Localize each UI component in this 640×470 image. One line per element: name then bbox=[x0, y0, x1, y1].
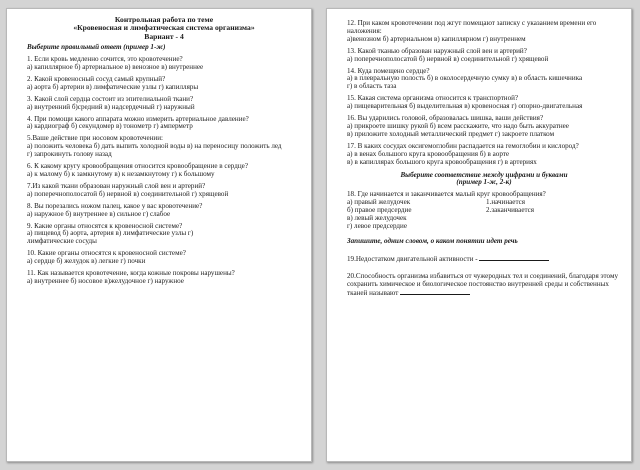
question-item bbox=[27, 96, 301, 112]
answer-options: а) кардиограф б) секундомер в) тонометр г) амперметр bbox=[27, 122, 193, 131]
answer-options: а) пищевод б) аорта, артерия в) лимфатические узлы г) bbox=[27, 229, 194, 238]
question-text: 16. Вы ударились головой, образовалась шишка, ваши действия? bbox=[347, 114, 544, 123]
question-text: 2. Какой кровеносный сосуд самый крупный? bbox=[27, 74, 166, 83]
answer-blank[interactable] bbox=[400, 288, 470, 295]
answer-options: а) сердце б) желудок в) легкие г) почки bbox=[27, 257, 146, 266]
question-list bbox=[347, 20, 621, 167]
match-left-item: г) левое предсердие bbox=[347, 221, 407, 230]
match-instruction bbox=[347, 172, 621, 188]
answer-options: а) прикроете шишку рукой б) всем расскажите, что надо быть аккуратнее bbox=[347, 121, 569, 130]
question-text: 20.Способность организма избавиться от чужеродных тел и соединений, благодаря этому сохранить химическое и биологическое постоянство внутренней среды и собственных тканей называют bbox=[347, 271, 619, 298]
match-left-item: б) правое предсердие bbox=[347, 206, 412, 215]
answer-options: лимфатические сосуды bbox=[27, 237, 97, 246]
question-item bbox=[27, 250, 301, 266]
question-text: 17. В каких сосудах оксигемоглобин распадается на гемоглобин и кислород? bbox=[347, 141, 579, 150]
page-right-content bbox=[347, 16, 621, 298]
answer-options: а) внутреннее б) носовое в)желудочное г) наружное bbox=[27, 276, 184, 285]
answer-options: а) поперечнополосатой б) нервной в) соединительной г) хрящевой bbox=[27, 189, 229, 198]
answer-options: а) в венах большого круга кровообращения б) в аорте bbox=[347, 149, 510, 158]
question-item bbox=[347, 143, 621, 167]
answer-options: а) в плевральную полость б) в околосердечную сумку в) в область кишечника bbox=[347, 74, 583, 83]
answer-options: а)венозном б) артериальном в) капиллярном г) внутреннем bbox=[347, 34, 526, 43]
match-right-item bbox=[486, 223, 621, 231]
question-text: 6. К какому кругу кровообращения относится кровообращение в сердце? bbox=[27, 162, 248, 171]
match-table bbox=[347, 199, 621, 231]
answer-options: а) внутренний б)средний в) надсердечный г) наружный bbox=[27, 102, 195, 111]
match-left-item: в) левый желудочек bbox=[347, 214, 407, 223]
worksheet-page-right bbox=[326, 8, 632, 462]
answer-options: а) к малому б) к замкнутому в) к незамкнутому г) к большому bbox=[27, 170, 215, 178]
answer-options: а) положить человека б) дать выпить холодной воды в) на переносицу положить лед bbox=[27, 142, 282, 151]
question-item bbox=[27, 203, 301, 219]
question-text: 10. Какие органы относятся к кровеносной системе? bbox=[27, 249, 186, 258]
question-item bbox=[27, 223, 301, 247]
question-text: 13. Какой тканью образован наружный слой вен и артерий? bbox=[347, 46, 527, 55]
answer-options: а) аорта б) артерии в) лимфатические узлы г) капилляры bbox=[27, 82, 199, 91]
question-text: 9. Какие органы относятся к кровеносной системе? bbox=[27, 221, 183, 230]
word-instruction: Запишите, одним словом, о каком понятии идет речь bbox=[347, 236, 518, 245]
question-text: 4. При помощи какого аппарата можно измерить артериальное давление? bbox=[27, 114, 249, 123]
answer-options: а) наружное б) внутреннее в) сильное г) слабое bbox=[27, 209, 171, 218]
match-left-item: а) правый желудочек bbox=[347, 198, 411, 207]
answer-options: в) в капиллярах большого круга кровообращения г) в артериях bbox=[347, 157, 537, 166]
question-text: 1. Если кровь медленно сочится, это кровотечение? bbox=[27, 55, 183, 64]
title-line: Контрольная работа по теме bbox=[114, 15, 214, 24]
question-item bbox=[27, 76, 301, 92]
answer-options: г) в область таза bbox=[347, 82, 397, 91]
section-instruction: Выберите правильный ответ (пример 1-ж) bbox=[27, 43, 166, 52]
question-text: 19.Недостатком двигательной активности - bbox=[347, 254, 478, 263]
question-item bbox=[27, 116, 301, 132]
answer-options: а) пищеварительная б) выделительная в) кровеносная г) опорно-двигательная bbox=[347, 102, 583, 111]
question-20 bbox=[347, 273, 621, 299]
question-item bbox=[347, 48, 621, 64]
answer-options: а) поперечнополосатой б) нервной в) соединительной г) хрящевой bbox=[347, 54, 549, 63]
match-right-item: 1.начинается bbox=[486, 198, 526, 207]
title-line: «Кровеносная и лимфатическая система организма» bbox=[73, 23, 255, 33]
question-item bbox=[347, 115, 621, 139]
title-line: Вариант - 4 bbox=[144, 31, 184, 41]
match-right-item: 2.заканчивается bbox=[486, 206, 535, 215]
answer-options: г) запрокинуть голову назад bbox=[27, 150, 112, 159]
question-text: 15. Какая система организма относится к транспортной? bbox=[347, 94, 519, 103]
question-item bbox=[27, 163, 301, 179]
question-text: 18. Где начинается и заканчивается малый круг кровообращения? bbox=[347, 190, 546, 199]
question-text: 12. При каком кровотечении под жгут помещают записку с указанием времени его наложения: bbox=[347, 19, 597, 35]
question-text: 11. Как называется кровотечение, когда кожные покровы нарушены? bbox=[27, 269, 235, 278]
answer-options: а) капиллярное б) артериальное в) венозное в) внутреннее bbox=[27, 63, 204, 72]
match-instruction-line: Выберите соответствие между цифрами и буквами bbox=[400, 170, 568, 179]
question-item bbox=[27, 56, 301, 72]
worksheet-page-left bbox=[6, 8, 312, 462]
match-instruction-line: (пример 1-ж, 2-к) bbox=[456, 178, 512, 187]
question-list bbox=[27, 56, 301, 286]
question-item bbox=[347, 95, 621, 111]
question-text: 14. Куда помещено сердце? bbox=[347, 66, 430, 75]
question-text: 5.Ваше действие при носовом кровотечении: bbox=[27, 134, 164, 143]
question-item bbox=[27, 135, 301, 159]
question-text: 3. Какой слой сердца состоит из эпителиальной ткани? bbox=[27, 94, 194, 103]
question-19 bbox=[347, 254, 621, 264]
page-left-content bbox=[27, 16, 301, 286]
question-text: 8. Вы порезались ножом палец, какое у вас кровотечение? bbox=[27, 201, 203, 210]
question-text: 7.Из какой ткани образован наружный слой вен и артерий? bbox=[27, 181, 206, 190]
match-right-item bbox=[486, 215, 621, 223]
question-item bbox=[347, 20, 621, 44]
question-item bbox=[27, 270, 301, 286]
answer-options: в) приложите холодный металлический предмет г) закроете платком bbox=[347, 129, 555, 138]
question-item bbox=[347, 68, 621, 92]
worksheet-title bbox=[27, 16, 301, 41]
question-item bbox=[27, 183, 301, 199]
answer-blank[interactable] bbox=[479, 254, 549, 261]
match-question bbox=[347, 191, 621, 231]
